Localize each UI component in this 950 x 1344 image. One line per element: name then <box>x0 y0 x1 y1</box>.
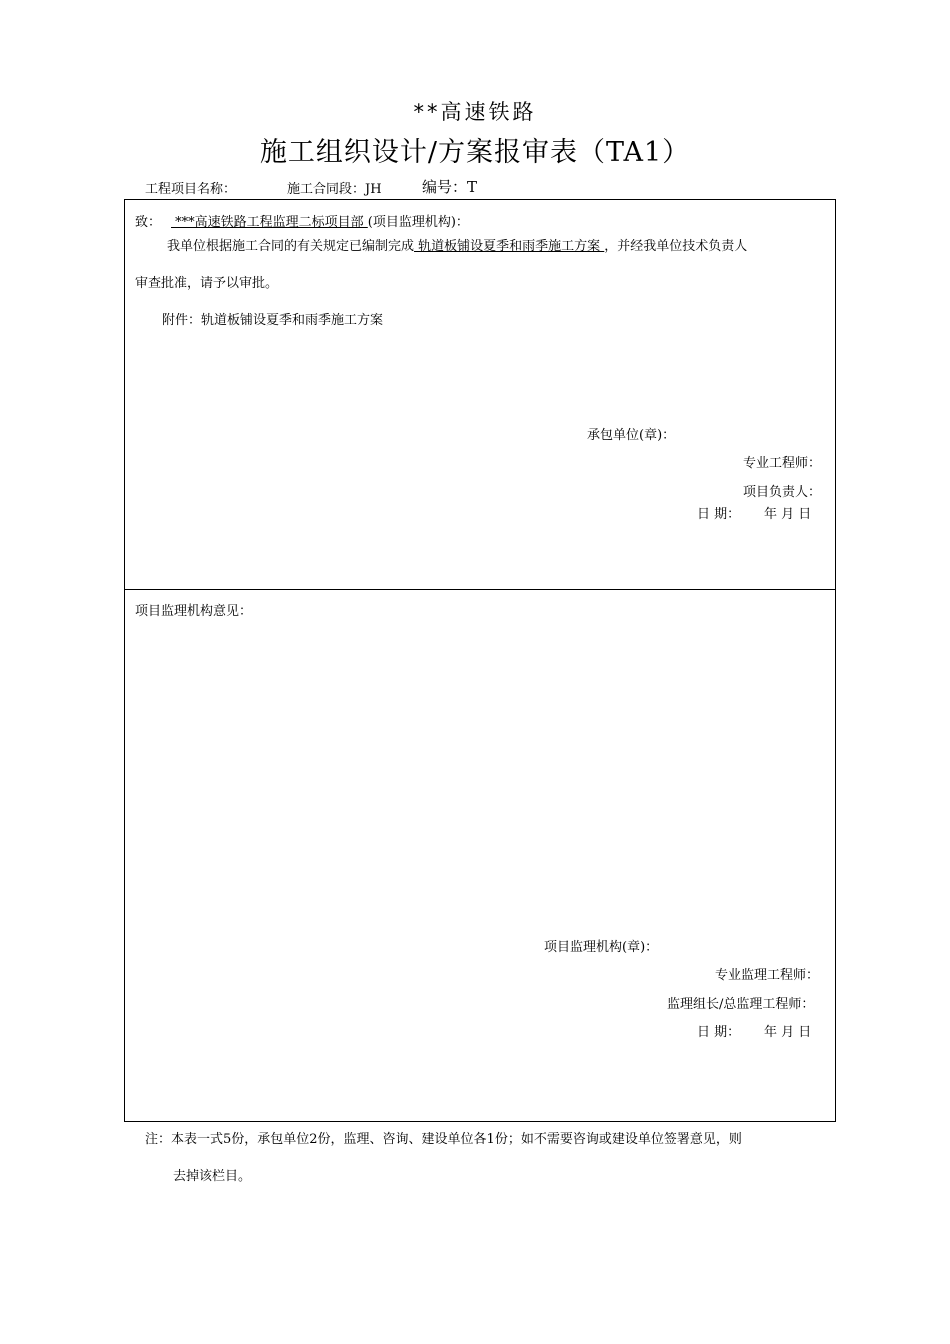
supervision-opinion-section <box>124 589 836 1122</box>
plan-name: 轨道板铺设夏季和雨季施工方案 <box>414 239 605 254</box>
note-line-1: 注：本表一式5份，承包单位2份，监理、咨询、建设单位各1份；如不需要咨询或建设单位签署意见，则 <box>145 1132 742 1147</box>
addressee-line <box>135 211 469 230</box>
opinion-label: 项目监理机构意见： <box>135 604 253 619</box>
project-name-label: 工程项目名称： <box>145 182 237 197</box>
body-pre: 我单位根据施工合同的有关规定已编制完成 <box>167 239 415 254</box>
date-label: 日 期： <box>697 1025 741 1040</box>
date-fields: 年 月 日 <box>764 507 812 522</box>
supervision-seal-label: 项目监理机构(章)： <box>544 940 659 955</box>
contract-section-label: 施工合同段：JH <box>287 182 382 197</box>
chief-engineer-label: 监理组长/总监理工程师： <box>667 997 815 1012</box>
body-post: ，并经我单位技术负责人 <box>604 239 748 254</box>
project-manager-label: 项目负责人： <box>743 485 822 500</box>
form-title: 施工组织设计/方案报审表（TA1） <box>259 137 691 168</box>
body-line-2: 审查批准，请予以审批。 <box>135 276 279 291</box>
railway-title: **高速铁路 <box>413 100 537 124</box>
supervision-engineer-label: 专业监理工程师： <box>715 968 820 983</box>
date-label: 日 期： <box>697 507 741 522</box>
to-suffix: (项目监理机构)： <box>367 215 469 230</box>
attachment-line: 附件：轨道板铺设夏季和雨季施工方案 <box>162 313 384 328</box>
to-prefix: 致： <box>135 215 162 230</box>
form-number-label: 编号：T <box>422 178 478 196</box>
body-line-1 <box>167 235 747 254</box>
engineer-label: 专业工程师： <box>743 456 822 471</box>
note-line-2: 去掉该栏目。 <box>173 1169 252 1184</box>
submission-section <box>124 199 836 590</box>
contractor-seal-label: 承包单位(章)： <box>587 428 676 443</box>
supervision-org-name: ***高速铁路工程监理二标项目部 <box>171 215 368 230</box>
date-fields: 年 月 日 <box>764 1025 812 1040</box>
